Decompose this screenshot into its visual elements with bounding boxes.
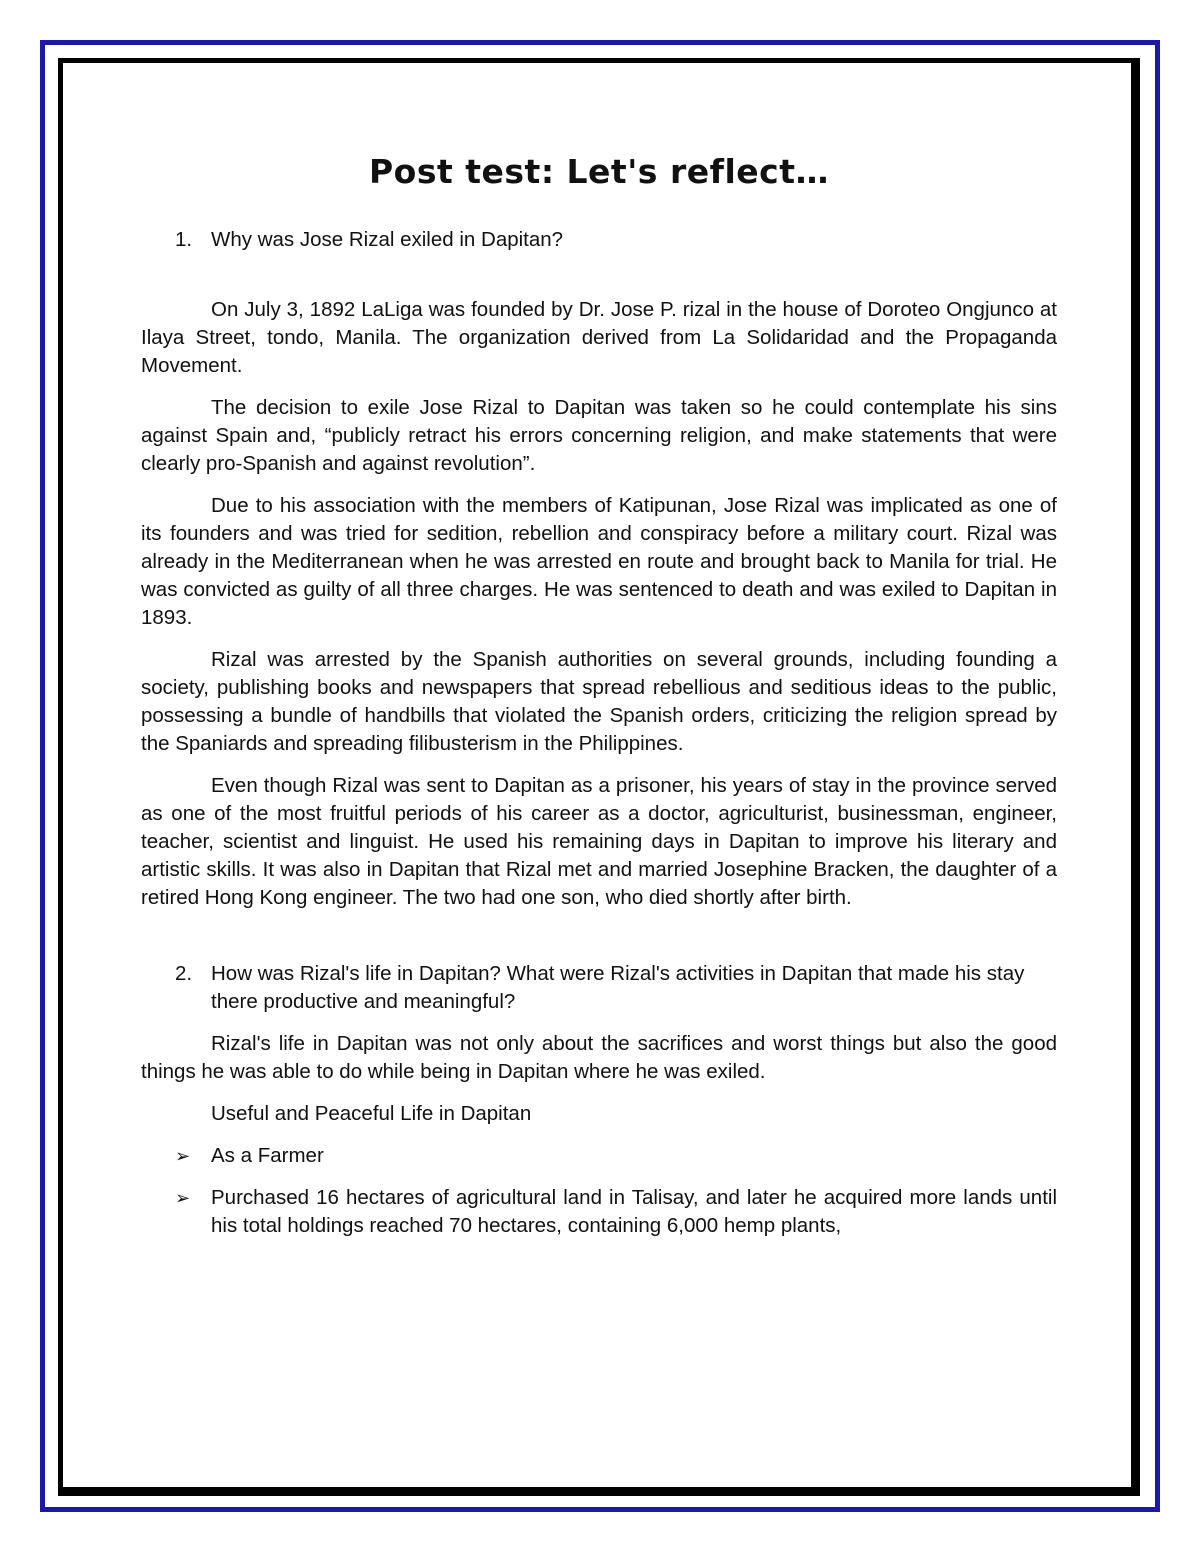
answer-1-paragraph: Due to his association with the members of Katipunan, Jose Rizal was implicated as one of its founders and was tried for sedition, rebellion and conspiracy before a military court. Rizal was already in the Mediterranean when he was arrested en route and brought back to Manila for trial. He was convicted as guilty of all three charges. He was sentenced to death and was exiled to Dapitan in 1893. — [141, 494, 1057, 629]
question-text: How was Rizal's life in Dapitan? What were Rizal's activities in Dapitan that made his stay there productive and meaningful? — [211, 962, 1025, 1013]
bullet-item — [141, 1184, 1057, 1240]
page-title: Post test: Let's reflect… — [369, 152, 829, 191]
answer-2-intro: Rizal's life in Dapitan was not only about the sacrifices and worst things but also the good things he was able to do while being in Dapitan where he was exiled. — [141, 1032, 1057, 1083]
document-body — [141, 150, 1057, 1254]
question-2 — [141, 960, 1057, 1016]
bullet-text: Purchased 16 hectares of agricultural land in Talisay, and later he acquired more lands until his total holdings reached 70 hectares, containing 6,000 hemp plants, — [211, 1186, 1057, 1237]
answer-1-paragraph: Rizal was arrested by the Spanish authorities on several grounds, including founding a society, publishing books and newspapers that spread rebellious and seditious ideas to the public, possessing a bundle of handbills that violated the Spanish orders, criticizing the religion spread by the Spaniards and spreading filibusterism in the Philippines. — [141, 648, 1057, 755]
bullet-item — [141, 1142, 1057, 1170]
question-1 — [141, 226, 1057, 254]
answer-1-paragraph: Even though Rizal was sent to Dapitan as a prisoner, his years of stay in the province served as one of the most fruitful periods of his career as a doctor, agriculturist, businessman, engineer, teacher, scientist and linguist. He used his remaining days in Dapitan to improve his literary and artistic skills. It was also in Dapitan that Rizal met and married Josephine Bracken, the daughter of a retired Hong Kong engineer. The two had one son, who died shortly after birth. — [141, 774, 1057, 909]
answer-1-paragraph: On July 3, 1892 LaLiga was founded by Dr. Jose P. rizal in the house of Doroteo Ongjunco at Ilaya Street, tondo, Manila. The organization derived from La Solidaridad and the Propaganda Movement. — [141, 298, 1057, 377]
bullet-text: As a Farmer — [211, 1144, 324, 1167]
question-text: Why was Jose Rizal exiled in Dapitan? — [211, 228, 564, 251]
arrow-bullet-icon: ➢ — [175, 1146, 191, 1166]
answer-2-subheading: Useful and Peaceful Life in Dapitan — [211, 1102, 532, 1125]
question-number: 1. — [175, 228, 193, 251]
answer-1-paragraph: The decision to exile Jose Rizal to Dapitan was taken so he could contemplate his sins against Spain and, “publicly retract his errors concerning religion, and make statements that were clearly pro-Spanish and against revolution”. — [141, 396, 1057, 475]
arrow-bullet-icon: ➢ — [175, 1188, 191, 1208]
question-number: 2. — [175, 962, 193, 985]
